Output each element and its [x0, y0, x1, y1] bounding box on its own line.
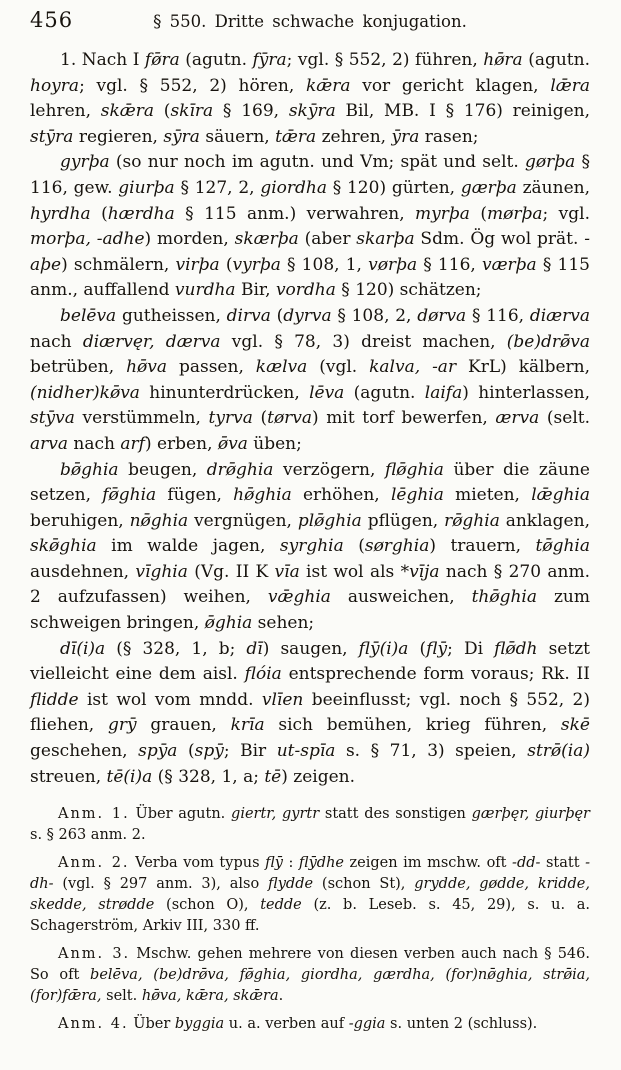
text-run: (vgl. § 297 anm. 3), also	[53, 876, 269, 893]
text-run: § 108, 1,	[280, 254, 369, 275]
text-run: üben;	[247, 433, 302, 454]
lemma-italic: vlīen	[261, 689, 304, 710]
text-run: u. a. verben auf	[224, 1016, 349, 1033]
text-run: ) schmälern,	[61, 254, 176, 275]
lemma-italic: myrþa	[415, 203, 470, 224]
lemma-italic: skȳra	[288, 101, 336, 122]
lemma-italic: gyrþa	[60, 152, 110, 173]
lemma-italic: tē	[264, 766, 282, 787]
text-run: lehren,	[30, 101, 101, 122]
text-run: beruhigen,	[30, 510, 130, 531]
lemma-italic: syrghia	[279, 536, 344, 557]
text-run: ausweichen,	[330, 587, 472, 608]
lemma-italic: plø̄ghia	[297, 510, 362, 531]
lemma-italic: -aþe	[30, 229, 591, 275]
lemma-italic: giordha	[260, 177, 327, 198]
lemma-italic: flȳdhe	[298, 855, 344, 872]
lemma-italic: kǣra	[305, 75, 351, 96]
text-run: erhöhen,	[291, 485, 391, 506]
page-number: 456	[30, 8, 74, 32]
lemma-italic: laifa	[424, 382, 463, 403]
lemma-italic: arva	[30, 433, 69, 454]
text-run: nach	[68, 433, 121, 454]
text-run: beugen,	[118, 459, 207, 480]
lemma-italic: giertr, gyrtr	[231, 806, 320, 823]
text-run: ) zeigen.	[281, 766, 356, 787]
text-run: (§ 328, 1, a;	[152, 766, 265, 787]
lemma-italic: krīa	[230, 715, 265, 736]
para-4	[30, 458, 590, 637]
text-run: (	[219, 254, 233, 275]
text-run: ) trauern,	[429, 536, 536, 557]
lemma-italic: -dh-	[30, 855, 590, 893]
text-run: statt	[540, 855, 586, 872]
anm-label: Anm. 2.	[58, 855, 130, 872]
lemma-italic: tedde	[260, 897, 302, 914]
text-run: ) saugen,	[262, 638, 359, 659]
para-3	[30, 304, 590, 458]
lemma-italic: vīa	[274, 561, 300, 582]
lemma-italic: tø̄ghia	[535, 536, 590, 557]
lemma-italic: stȳra	[30, 126, 74, 147]
text-run: (agutn.	[522, 50, 590, 70]
text-run: ist wol als *	[299, 561, 410, 582]
lemma-italic: flø̄dh	[494, 638, 538, 659]
text-run: § 115 anm.) verwahren,	[174, 203, 416, 224]
lemma-italic: (be)drø̄va	[506, 331, 590, 352]
text-run: säuern,	[199, 126, 276, 147]
lemma-italic: sȳra	[163, 126, 200, 147]
text-run: Über	[128, 1016, 175, 1033]
page-header	[30, 8, 590, 40]
lemma-italic: kalva, -ar	[369, 357, 457, 378]
text-run: § 116,	[466, 305, 530, 326]
lemma-italic: ȳra	[391, 126, 420, 147]
text-run: § 108, 2,	[331, 305, 418, 326]
lemma-italic: ø̄va	[217, 433, 248, 454]
lemma-italic: hærdha	[107, 203, 175, 224]
text-run: verstümmeln,	[74, 408, 209, 429]
text-run: (	[270, 305, 284, 326]
text-run: gutheissen,	[116, 305, 227, 326]
lemma-italic: thø̄ghia	[471, 587, 537, 608]
text-run: Mschw. gehen mehrere von diesen verben auch nach § 546. So oft	[30, 946, 590, 984]
lemma-italic: byggia	[174, 1016, 225, 1033]
lemma-italic: skē	[560, 715, 590, 736]
lemma-italic: fø̄ra	[144, 50, 180, 70]
text-run: über die zäune setzen,	[30, 459, 590, 506]
text-run: Verba vom typus	[129, 855, 266, 872]
text-run: § 116,	[417, 254, 482, 275]
lemma-italic: flidde	[30, 689, 79, 710]
text-run: ausdehnen,	[30, 561, 136, 582]
lemma-italic: tørva	[267, 408, 313, 429]
lemma-italic: mørþa	[486, 203, 543, 224]
lemma-italic: tǣra	[275, 126, 317, 147]
text-run: .	[278, 988, 284, 1005]
lemma-italic: gærþa	[460, 177, 517, 198]
text-run: (Vg. II K	[187, 561, 275, 582]
lemma-italic: flȳ(i)a	[358, 638, 409, 659]
lemma-italic: skarþa	[356, 229, 415, 250]
lemma-italic: dī	[246, 638, 263, 659]
text-run: § 120) gürten,	[326, 177, 461, 198]
text-run: vgl. § 78, 3) dreist machen,	[220, 331, 507, 352]
text-run: (schon St),	[313, 876, 415, 893]
lemma-italic: gærþęr, giurþęr	[471, 806, 590, 823]
lemma-italic: nø̄ghia	[129, 510, 189, 531]
lemma-italic: vordha	[275, 280, 336, 301]
lemma-italic: flydde	[268, 876, 314, 893]
lemma-italic: fȳra	[252, 50, 287, 70]
text-run: verzögern,	[273, 459, 385, 480]
para-2	[30, 150, 590, 304]
text-run: nach § 270 anm. 2 aufzufassen) weihen,	[30, 561, 590, 608]
text-run: (vgl.	[307, 357, 370, 378]
lemma-italic: flóia	[244, 664, 282, 685]
text-run: (	[90, 203, 108, 224]
lemma-italic: strø̄(ia)	[527, 741, 590, 762]
text-run: rasen;	[419, 126, 479, 147]
lemma-italic: diærvęr, dærva	[82, 331, 221, 352]
text-run: KrL) kälbern,	[456, 357, 590, 378]
text-run: (aber	[298, 229, 357, 250]
text-run: (so nur noch im agutn. und Vm; spät und selt.	[109, 152, 525, 173]
lemma-italic: stȳva	[30, 408, 75, 429]
text-run: sich bemühen, krieg führen,	[264, 715, 561, 736]
lemma-italic: diærva	[529, 305, 590, 326]
para-5	[30, 637, 590, 791]
lemma-italic: dørva	[417, 305, 467, 326]
lemma-italic: ærva	[495, 408, 540, 429]
text-run: zeigen im mschw. oft	[344, 855, 513, 872]
lemma-italic: vørþa	[368, 254, 418, 275]
lemma-italic: lēghia	[390, 485, 444, 506]
anm-label: Anm. 3.	[58, 946, 131, 963]
lemma-italic: grydde, gødde, kridde, skedde, strødde	[30, 876, 590, 914]
text-run: :	[282, 855, 299, 872]
text-run: regieren,	[73, 126, 164, 147]
lemma-italic: (nidher)kø̄va	[30, 382, 140, 403]
lemma-italic: flø̄ghia	[384, 459, 444, 480]
anm-label: Anm. 1.	[58, 806, 130, 823]
lemma-italic: flȳ	[426, 638, 448, 659]
text-run: ) erben,	[144, 433, 218, 454]
text-run: ; vgl. § 552, 2) hören,	[79, 75, 306, 96]
lemma-italic: vurdha	[174, 280, 236, 301]
text-run: (	[343, 536, 365, 557]
lemma-italic: vīghia	[135, 561, 188, 582]
text-run: (	[154, 101, 171, 122]
running-title: § 550. Dritte schwache konjugation.	[153, 12, 467, 31]
lemma-italic: skø̄ghia	[30, 536, 97, 557]
text-run: Über agutn.	[129, 806, 232, 823]
text-run: entsprechende form voraus; Rk. II	[281, 664, 590, 685]
lemma-italic: rø̄ghia	[444, 510, 500, 531]
text-run: ) morden,	[144, 229, 235, 250]
main-text	[30, 48, 590, 790]
lemma-italic: dyrva	[283, 305, 332, 326]
text-run: (schon O),	[154, 897, 261, 914]
text-run: (	[469, 203, 487, 224]
lemma-italic: hø̄ghia	[233, 485, 292, 506]
text-run: betrüben,	[30, 357, 127, 378]
text-run: Bir,	[235, 280, 276, 301]
lemma-italic: hø̄va	[126, 357, 168, 378]
lemma-italic: dirva	[226, 305, 271, 326]
anm-label: Anm. 4.	[58, 1016, 129, 1033]
lemma-italic: ut-spīa	[276, 741, 336, 762]
text-run: s. unten 2 (schluss).	[385, 1016, 538, 1033]
lemma-italic: -ggia	[348, 1016, 386, 1033]
text-run: setzt vielleicht eine dem aisl.	[30, 638, 590, 685]
lemma-italic: virþa	[175, 254, 220, 275]
lemma-italic: vǣghia	[267, 587, 331, 608]
lemma-italic: fø̄ghia	[102, 485, 157, 506]
lemma-italic: lǣra	[550, 75, 590, 96]
text-run: Bil, MB. I § 176) reinigen,	[335, 101, 590, 122]
lemma-italic: drø̄ghia	[206, 459, 274, 480]
lemma-italic: hø̄va, kǣra, skǣra	[141, 988, 279, 1005]
lemma-italic: grȳ	[107, 715, 137, 736]
text-run: (agutn.	[179, 50, 253, 70]
anm-3	[30, 944, 590, 1007]
text-run: passen,	[167, 357, 256, 378]
lemma-italic: gørþa	[524, 152, 576, 173]
lemma-italic: morþa, -adhe	[30, 229, 145, 250]
text-run: vor gericht klagen,	[350, 75, 551, 96]
text-run: anklagen,	[499, 510, 590, 531]
lemma-italic: bø̄ghia	[60, 459, 119, 480]
text-run: ; vgl.	[542, 203, 590, 224]
lemma-italic: værþa	[481, 254, 537, 275]
text-run: (	[177, 741, 195, 762]
text-run: selt.	[101, 988, 142, 1005]
text-run: (z. b. Leseb. s. 45, 29), s. u. a. Schagerström, Arkiv III, 330 ff.	[30, 897, 591, 935]
lemma-italic: -dd-	[512, 855, 541, 872]
text-run: streuen,	[30, 766, 107, 787]
text-run: zehren,	[316, 126, 392, 147]
text-run: § 115 anm., auffallend	[30, 254, 590, 301]
lemma-italic: tyrva	[208, 408, 253, 429]
text-run: im walde jagen,	[96, 536, 280, 557]
text-run: (§ 328, 1, b;	[105, 638, 247, 659]
lemma-italic: hyrdha	[30, 203, 91, 224]
lemma-italic: hø̄ra	[483, 50, 523, 70]
anm-2	[30, 853, 590, 937]
text-run: zäunen,	[516, 177, 590, 198]
lemma-italic: flȳ	[265, 855, 283, 872]
lemma-italic: spȳa	[138, 741, 178, 762]
text-run: (	[252, 408, 268, 429]
text-run: s. § 263 anm. 2.	[30, 827, 146, 844]
text-run: vergnügen,	[188, 510, 298, 531]
text-run: ) hinterlassen,	[462, 382, 590, 403]
text-run: hinunterdrücken,	[139, 382, 310, 403]
text-run: § 169,	[213, 101, 289, 122]
text-run: geschehen,	[30, 741, 139, 762]
text-run: ; Di	[447, 638, 495, 659]
lemma-italic: ø̄ghia	[204, 613, 253, 634]
text-run: s. § 71, 3) speien,	[335, 741, 528, 762]
text-run: statt des sonstigen	[319, 806, 472, 823]
lemma-italic: belēva	[60, 305, 117, 326]
lemma-italic: sørghia	[364, 536, 430, 557]
anm-4	[30, 1014, 590, 1035]
text-run: beeinflusst; vgl. noch § 552, 2) fliehen,	[30, 689, 590, 736]
text-run: pflügen,	[361, 510, 445, 531]
lemma-italic: vyrþa	[232, 254, 281, 275]
text-run: fügen,	[156, 485, 234, 506]
text-run: 1. Nach I	[60, 50, 145, 70]
lemma-italic: spȳ	[194, 741, 224, 762]
lemma-italic: kælva	[255, 357, 308, 378]
lemma-italic: tē(i)a	[106, 766, 153, 787]
lemma-italic: skīra	[170, 101, 214, 122]
lemma-italic: vīja	[409, 561, 440, 582]
text-run: (selt.	[539, 408, 590, 429]
lemma-italic: skǣra	[100, 101, 155, 122]
text-run: Sdm. Ög wol prät.	[414, 229, 585, 250]
lemma-italic: belēva, (be)drø̄va, fø̄ghia, giordha, gærdha, (for)nø̄ghia, strø̄ia, (for)fǣra,	[30, 967, 590, 1005]
text-run: ) mit torf bewerfen,	[312, 408, 496, 429]
anm-1	[30, 804, 590, 846]
text-run: (	[408, 638, 427, 659]
text-run: sehen;	[252, 613, 315, 634]
text-run: § 127, 2,	[174, 177, 261, 198]
lemma-italic: skærþa	[234, 229, 299, 250]
text-run: nach	[30, 331, 83, 352]
lemma-italic: lēva	[309, 382, 345, 403]
annotations	[30, 804, 590, 1035]
text-run: § 120) schätzen;	[335, 280, 482, 301]
lemma-italic: dī(i)a	[60, 638, 106, 659]
text-run: grauen,	[136, 715, 231, 736]
lemma-italic: lǣghia	[531, 485, 591, 506]
text-run: § 116, gew.	[30, 152, 590, 198]
text-run: zum schweigen bringen,	[30, 587, 590, 634]
lemma-italic: hoyra	[30, 75, 80, 96]
text-run: ; vgl. § 552, 2) führen,	[286, 50, 484, 70]
text-run: ist wol vom mndd.	[78, 689, 262, 710]
lemma-italic: arf	[120, 433, 145, 454]
text-run: ; Bir	[223, 741, 277, 762]
text-run: (agutn.	[344, 382, 425, 403]
para-1	[30, 48, 590, 150]
lemma-italic: giurþa	[118, 177, 175, 198]
text-run: mieten,	[443, 485, 532, 506]
